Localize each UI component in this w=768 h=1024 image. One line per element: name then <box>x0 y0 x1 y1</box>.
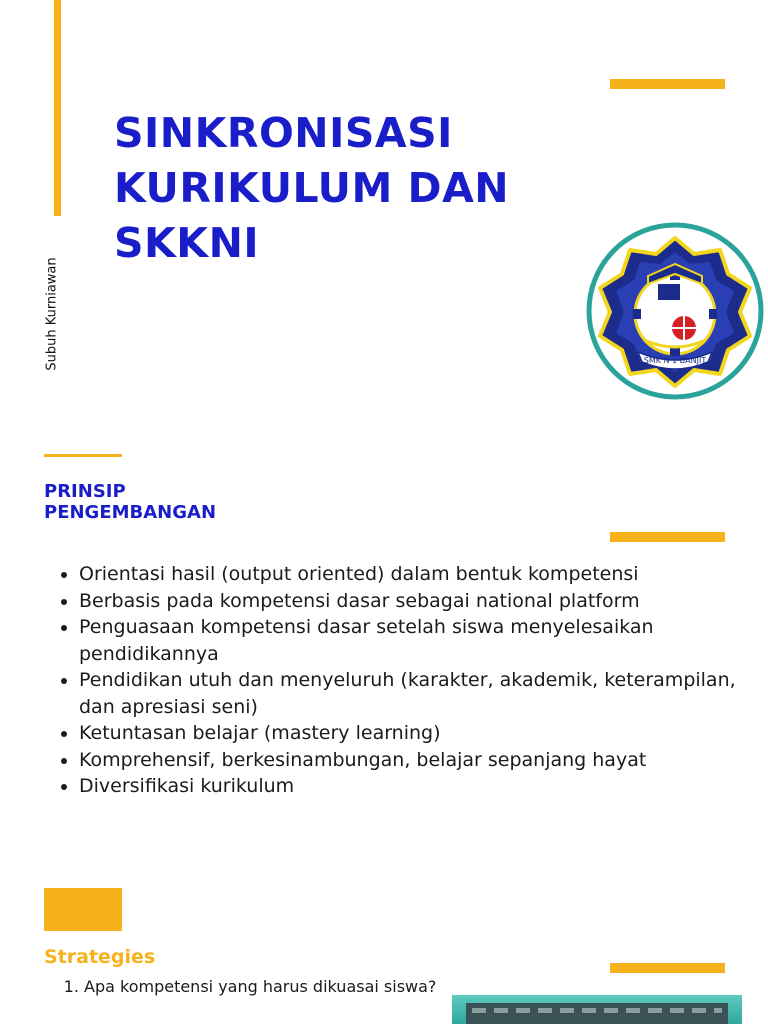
principles-list <box>54 561 759 800</box>
strategies-title: Strategies <box>44 946 156 968</box>
accent-bar-middle <box>610 532 725 542</box>
accent-bar-bottom <box>610 963 725 973</box>
section-title <box>44 481 216 523</box>
list-item: • Orientasi hasil (output oriented) dalam bentuk kompetensi <box>79 561 759 588</box>
photo-keyboard-strip <box>466 1003 728 1024</box>
list-item: • Penguasaan kompetensi dasar setelah siswa menyelesaikan pendidikannya <box>79 614 759 667</box>
section-divider <box>44 454 122 457</box>
list-item: • Pendidikan utuh dan menyeluruh (karakter, akademik, keterampilan, dan apresiasi seni) <box>79 667 759 720</box>
title-line: SKKNI <box>114 219 260 267</box>
list-item: • Ketuntasan belajar (mastery learning) <box>79 720 759 747</box>
section-title-line: PENGEMBANGAN <box>44 502 217 523</box>
list-item: 1. Apa kompetensi yang harus dikuasai siswa? <box>84 974 464 999</box>
title-line: SINKRONISASI <box>114 109 453 157</box>
page-title <box>114 106 594 271</box>
accent-block <box>44 888 122 931</box>
list-item: • Komprehensif, berkesinambungan, belajar sepanjang hayat <box>79 747 759 774</box>
accent-bar-top <box>610 79 725 89</box>
list-item: • Diversifikasi kurikulum <box>79 773 759 800</box>
strategies-list <box>68 974 464 999</box>
list-item: • Berbasis pada kompetensi dasar sebagai national platform <box>79 588 759 615</box>
section-title-line: PRINSIP <box>44 481 126 502</box>
accent-vertical-bar <box>54 0 61 216</box>
photo-thumbnail <box>452 995 742 1024</box>
school-emblem-icon <box>586 222 764 400</box>
author-name: Subuh Kurniawan <box>44 257 60 371</box>
logo-caption: SMK N 1 BANJIT <box>643 356 707 365</box>
title-line: KURIKULUM DAN <box>114 164 510 212</box>
